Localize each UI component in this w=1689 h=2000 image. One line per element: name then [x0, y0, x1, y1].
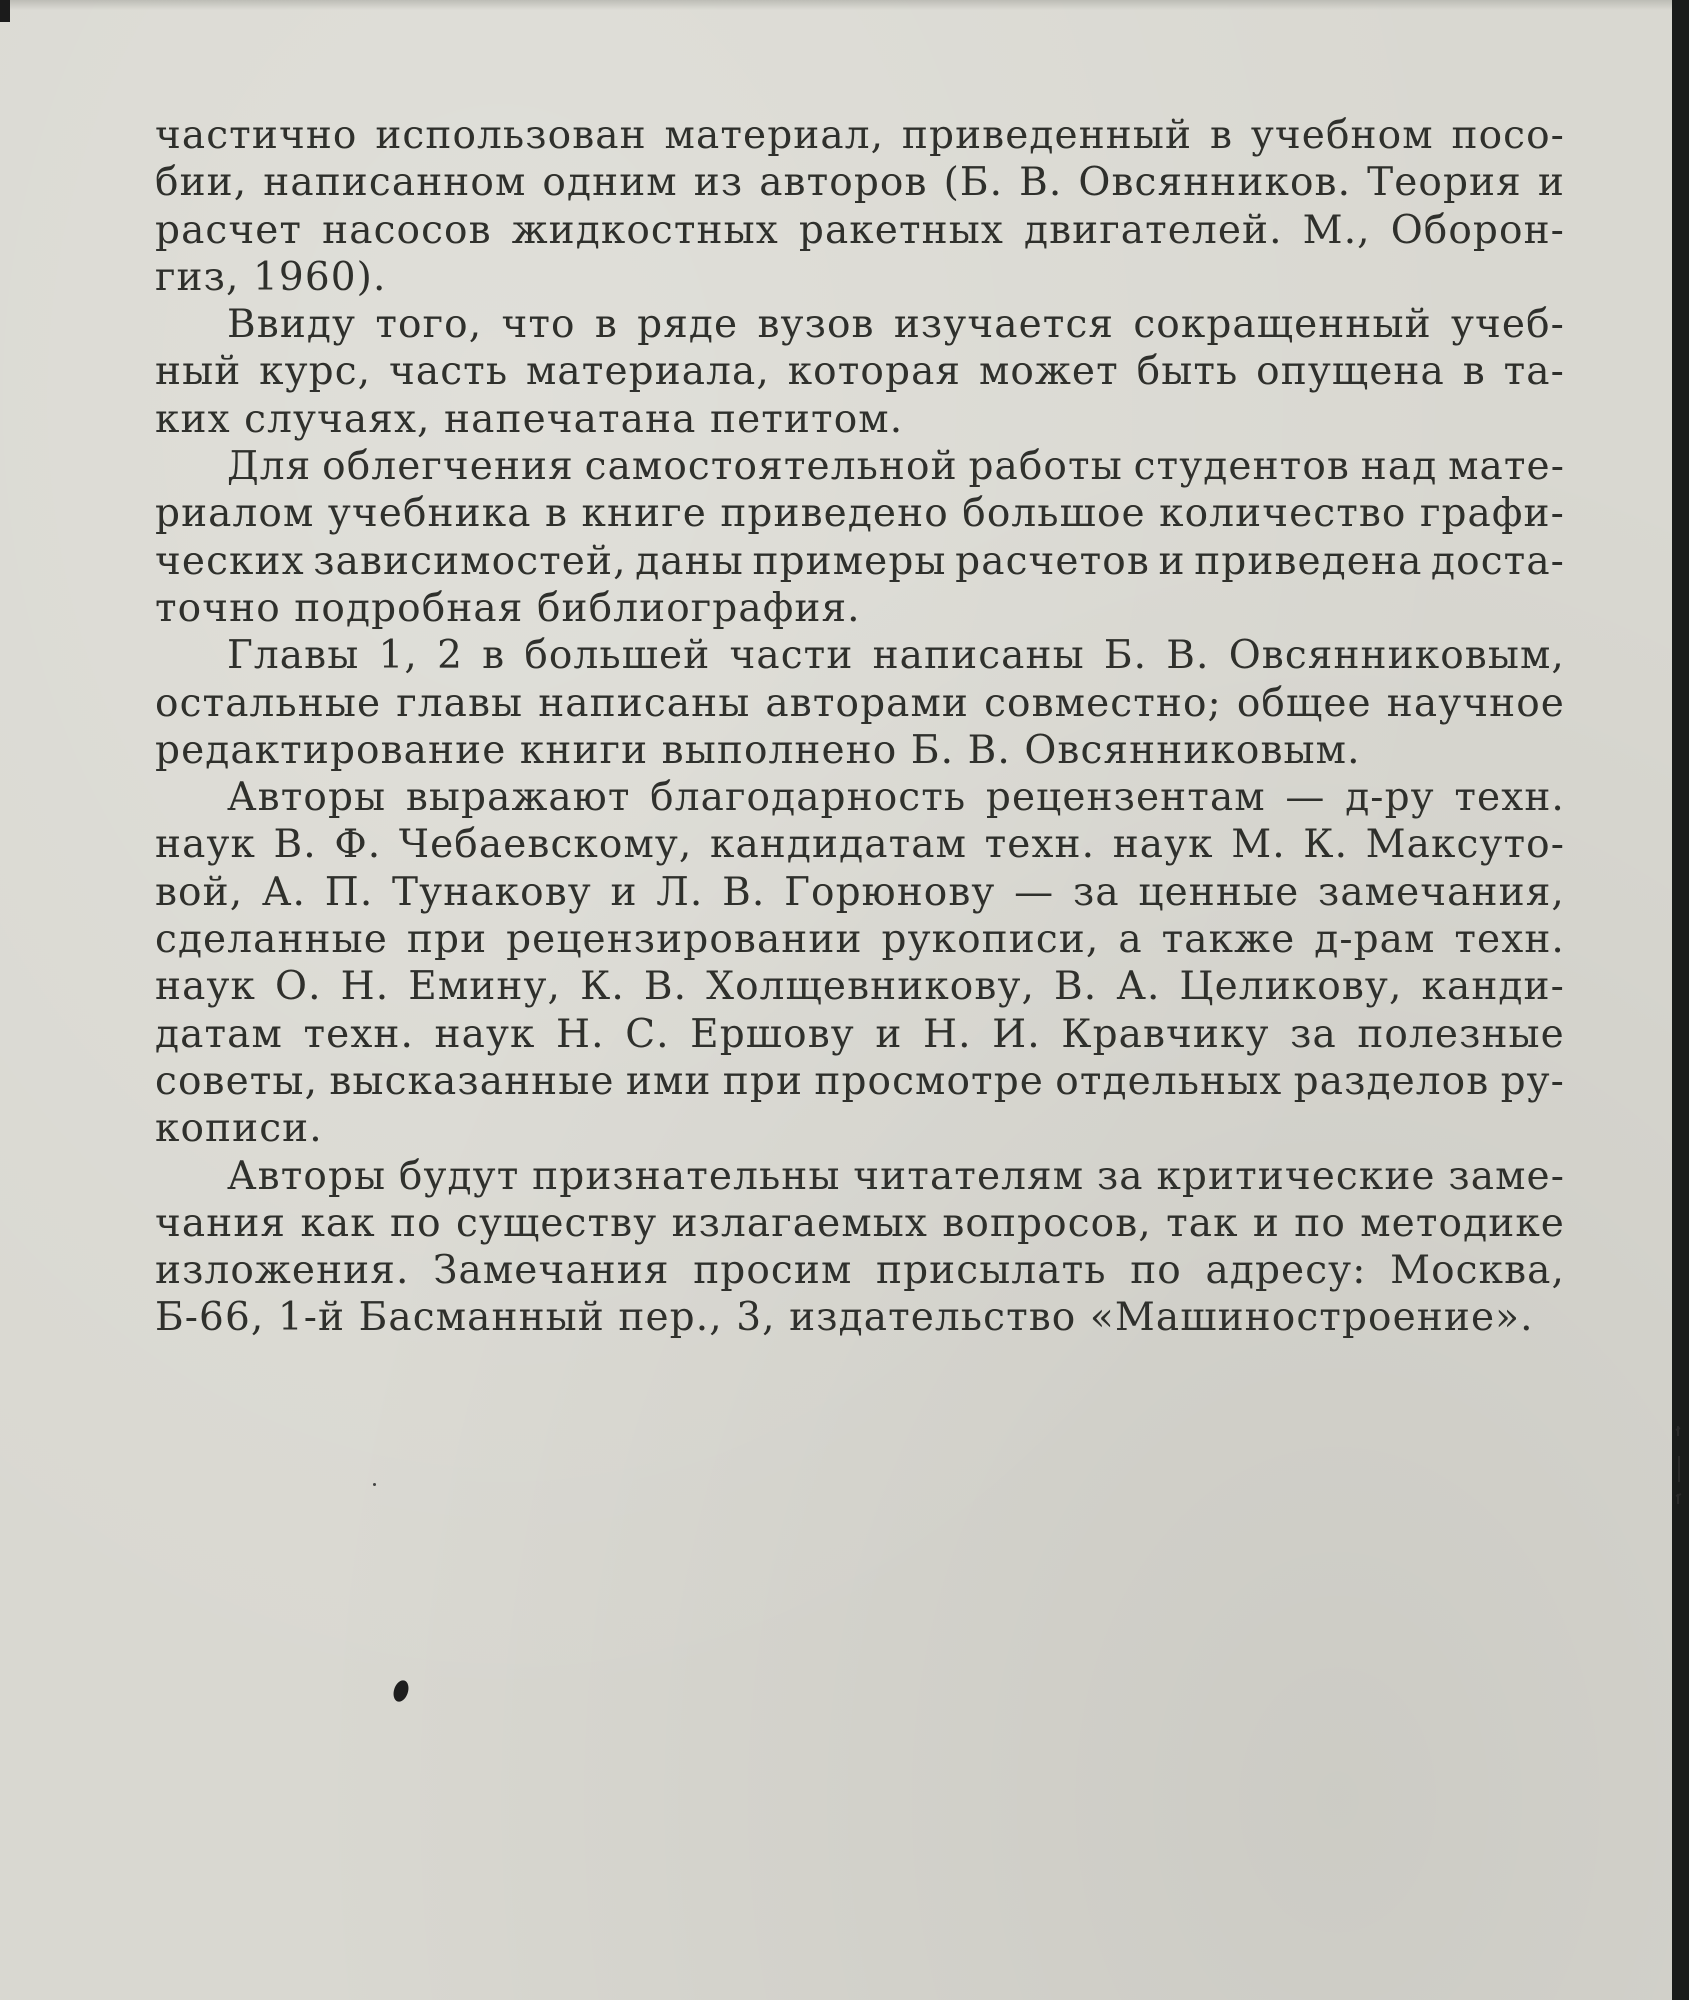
text-line: Авторы выражают благодарность рецензентам — д-ру техн. [227, 775, 1565, 821]
text-line: ких случаях, напечатана петитом. [155, 396, 904, 442]
text-line: вой, А. П. Тунакову и Л. В. Горюнову — за ценные замечания, [155, 869, 1565, 915]
paragraph [155, 774, 1565, 1152]
ink-blot [391, 1678, 411, 1703]
text-line: наук В. Ф. Чебаевскому, кандидатам техн. наук М. К. Максуто- [155, 822, 1565, 868]
paragraph [155, 1153, 1565, 1342]
text-line: сделанные при рецензировании рукописи, а также д-рам техн. [155, 917, 1565, 963]
text-line: Ввиду того, что в ряде вузов изучается сокращенный учеб- [227, 302, 1565, 348]
paragraph [155, 443, 1565, 632]
text-line: гиз, 1960). [155, 254, 387, 300]
text-line: частично использован материал, приведенный в учебном посо- [155, 113, 1565, 158]
text-line: расчет насосов жидкостных ракетных двигателей. М., Оборон- [155, 207, 1565, 253]
paper-speck [373, 1483, 376, 1486]
corner-shadow [0, 0, 10, 22]
text-line: датам техн. наук Н. С. Ершову и Н. И. Кравчику за полезные [155, 1011, 1565, 1057]
text-line: чания как по существу излагаемых вопросов, так и по методике [155, 1200, 1565, 1246]
text-line: ный курс, часть материала, которая может быть опущена в та- [155, 349, 1565, 395]
text-line: Б-66, 1-й Басманный пер., 3, издательство «Машиностроение». [155, 1295, 1534, 1341]
text-line: изложения. Замечания просим присылать по адресу: Москва, [155, 1248, 1565, 1294]
text-line: точно подробная библиография. [155, 585, 861, 631]
page-top-shadow [0, 0, 1672, 10]
text-line: риалом учебника в книге приведено большое количество графи- [155, 491, 1565, 537]
text-line: редактирование книги выполнено Б. В. Овсянниковым. [155, 727, 1361, 773]
text-line: бии, написанном одним из авторов (Б. В. Овсянников. Теория и [155, 160, 1565, 206]
text-line: Для облегчения самостоятельной работы студентов над мате- [227, 444, 1565, 490]
text-line: наук О. Н. Емину, К. В. Холщевникову, В. А. Целикову, канди- [155, 964, 1565, 1010]
body-text [155, 112, 1565, 1342]
text-line: остальные главы написаны авторами совместно; общее научное [155, 680, 1565, 726]
margin-pencil-marks [1670, 1420, 1689, 1520]
text-line: кописи. [155, 1106, 323, 1152]
paragraph [155, 112, 1565, 301]
paragraph [155, 632, 1565, 774]
text-line: ческих зависимостей, даны примеры расчетов и приведена доста- [155, 538, 1565, 584]
text-line: советы, высказанные ими при просмотре отдельных разделов ру- [155, 1058, 1565, 1104]
paragraph [155, 301, 1565, 443]
text-line: Авторы будут признательны читателям за критические заме- [227, 1153, 1565, 1199]
text-line: Главы 1, 2 в большей части написаны Б. В. Овсянниковым, [227, 633, 1565, 679]
